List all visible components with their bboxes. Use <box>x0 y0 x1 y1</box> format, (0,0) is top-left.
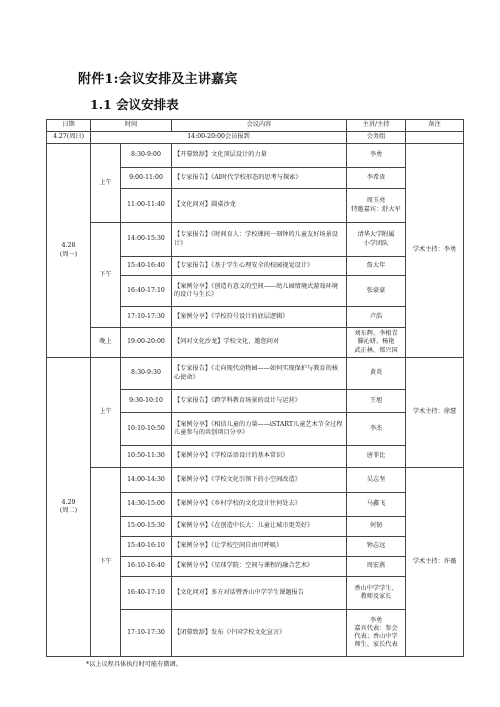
speaker-cell: 刘东辉、李根青 滕沁妍、杨艳 武正林、郑兴国 <box>347 328 406 358</box>
content-cell: 【文化问对】圆桌沙龙 <box>172 189 347 223</box>
time-cell: 16:40-17:10 <box>121 276 172 307</box>
header-speaker: 主讲/主持 <box>347 120 406 132</box>
content-cell: 【案例分享】《星球学院：空间与课程的融合艺术》 <box>172 557 347 577</box>
speaker-cell: 李杰 <box>347 413 406 446</box>
time-cell: 17:10-17:30 <box>121 307 172 328</box>
date-cell: 4.27(周日) <box>47 132 91 144</box>
heading-attachment: 附件1:会议安排及主讲嘉宾 <box>78 72 238 87</box>
footnote: *以上议程具体执行时可能有微调。 <box>86 661 182 668</box>
table-row <box>47 132 464 144</box>
date-cell: 4.28 (周一) <box>47 144 91 358</box>
content-cell: 【专家报告】《基于学生心理安全的校园视觉设计》 <box>172 257 347 276</box>
time-cell: 10:10-10:50 <box>121 413 172 446</box>
table-row <box>47 144 464 168</box>
content-cell: 【闭幕致辞】发布《中国学校文化宣言》 <box>172 610 347 657</box>
content-cell: 【专家报告】《时间育人：学校课间一刻钟的儿童友好场景设计》 <box>172 223 347 257</box>
speaker-cell: 吴志坚 <box>347 468 406 493</box>
content-cell: 【案例分享】《学校话语设计的基本常识》 <box>172 446 347 468</box>
period-cell: 下午 <box>91 223 121 328</box>
content-cell: 【专家报告】《走向现代动物园——如何实现保护与教育的核心使命》 <box>172 358 347 390</box>
speaker-cell: 张豪豪 <box>347 276 406 307</box>
speaker-cell: 卢浩 <box>347 307 406 328</box>
time-cell: 19:00-20:00 <box>121 328 172 358</box>
time-cell: 15:00-15:30 <box>121 517 172 537</box>
time-cell: 14:00-15:30 <box>121 223 172 257</box>
heading-section: 1.1 会议安排表 <box>90 97 179 112</box>
time-cell: 10:50-11:30 <box>121 446 172 468</box>
content-cell: 【文化问对】多方对话暨香山中学学生课题报告 <box>172 577 347 610</box>
content-cell: 【案例分享】《创造有意义的空间——幼儿园情境式游戏环境的设计与生长》 <box>172 276 347 307</box>
table-row <box>47 328 464 358</box>
time-cell: 15:40-16:40 <box>121 257 172 276</box>
speaker-cell: 李希贵 <box>347 168 406 189</box>
content-cell: 【案例分享】《学校符号设计的底层逻辑》 <box>172 307 347 328</box>
time-cell: 8:30-9:30 <box>121 358 172 390</box>
speaker-cell: 会务组 <box>347 132 406 144</box>
content-cell: 【开幕致辞】文化顶层设计的力量 <box>172 144 347 168</box>
period-cell: 上午 <box>91 358 121 468</box>
content-cell: 【案例分享】《让学校空间自由可呼吸》 <box>172 537 347 557</box>
time-cell: 14:00-14:30 <box>121 468 172 493</box>
speaker-cell: 唐菲比 <box>347 446 406 468</box>
content-cell: 【专家报告】《跨学科教育场景的设计与运营》 <box>172 390 347 413</box>
table-row <box>47 468 464 493</box>
period-cell: 上午 <box>91 144 121 223</box>
speaker-cell: 马鑫飞 <box>347 493 406 517</box>
header-content: 会议内容 <box>172 120 347 132</box>
table-row <box>47 223 464 257</box>
content-cell: 【问对文化沙龙】学校文化，邀您问对 <box>172 328 347 358</box>
time-cell: 11:00-11:40 <box>121 189 172 223</box>
speaker-cell: 王旭 <box>347 390 406 413</box>
time-cell: 17:10-17:30 <box>121 610 172 657</box>
speaker-cell: 清华大学附属 小学团队 <box>347 223 406 257</box>
header-date: 日期 <box>47 120 91 132</box>
date-cell: 4.29 (周二) <box>47 358 91 657</box>
remark-cell: 学术主持：许薇 <box>406 468 464 657</box>
speaker-cell: 李勇 <box>347 144 406 168</box>
speaker-cell: 钟志远 <box>347 537 406 557</box>
time-cell: 9:30-10:10 <box>121 390 172 413</box>
time-cell: 8:30-9:00 <box>121 144 172 168</box>
content-cell: 【案例分享】《在创造中长大：儿童让城市更美好》 <box>172 517 347 537</box>
content-cell: 【专家报告】《AI时代学校形态的思考与探索》 <box>172 168 347 189</box>
content-cell: 14:00-20:00会员报到 <box>91 132 347 144</box>
content-cell: 【案例分享】《乡村学校的文化设计往何处去》 <box>172 493 347 517</box>
speaker-cell: 周玉亮 特邀嘉宾：舒大军 <box>347 189 406 223</box>
schedule-table <box>46 119 464 657</box>
period-cell: 下午 <box>91 468 121 657</box>
speaker-cell: 周宏燕 <box>347 557 406 577</box>
time-cell: 16:40-17:10 <box>121 577 172 610</box>
remark-cell: 学术主持：徐慧 <box>406 358 464 468</box>
time-cell: 16:10-16:40 <box>121 557 172 577</box>
speaker-cell: 香山中学学生、 教师及家长 <box>347 577 406 610</box>
header-remark: 备注 <box>406 120 464 132</box>
remark-cell: 学术主持：李勇 <box>406 144 464 358</box>
speaker-cell: 詹大年 <box>347 257 406 276</box>
speaker-cell: 何韧 <box>347 517 406 537</box>
content-cell: 【案例分享】《学校文化引领下的小空间改造》 <box>172 468 347 493</box>
content-cell: 【案例分享】《相信儿童的力量——iSTART儿童艺术节全过程儿童参与的共创项目分享》 <box>172 413 347 446</box>
header-time: 时间 <box>91 120 172 132</box>
table-header-row <box>47 120 464 132</box>
remark-cell <box>406 132 464 144</box>
speaker-cell: 黄炎 <box>347 358 406 390</box>
table-row <box>47 358 464 390</box>
time-cell: 15:40-16:10 <box>121 537 172 557</box>
time-cell: 9:00-11:00 <box>121 168 172 189</box>
speaker-cell: 李勇 嘉宾代表：参会 代表；香山中学 师生、家长代表 <box>347 610 406 657</box>
time-cell: 14:30-15:00 <box>121 493 172 517</box>
period-cell: 晚上 <box>91 328 121 358</box>
